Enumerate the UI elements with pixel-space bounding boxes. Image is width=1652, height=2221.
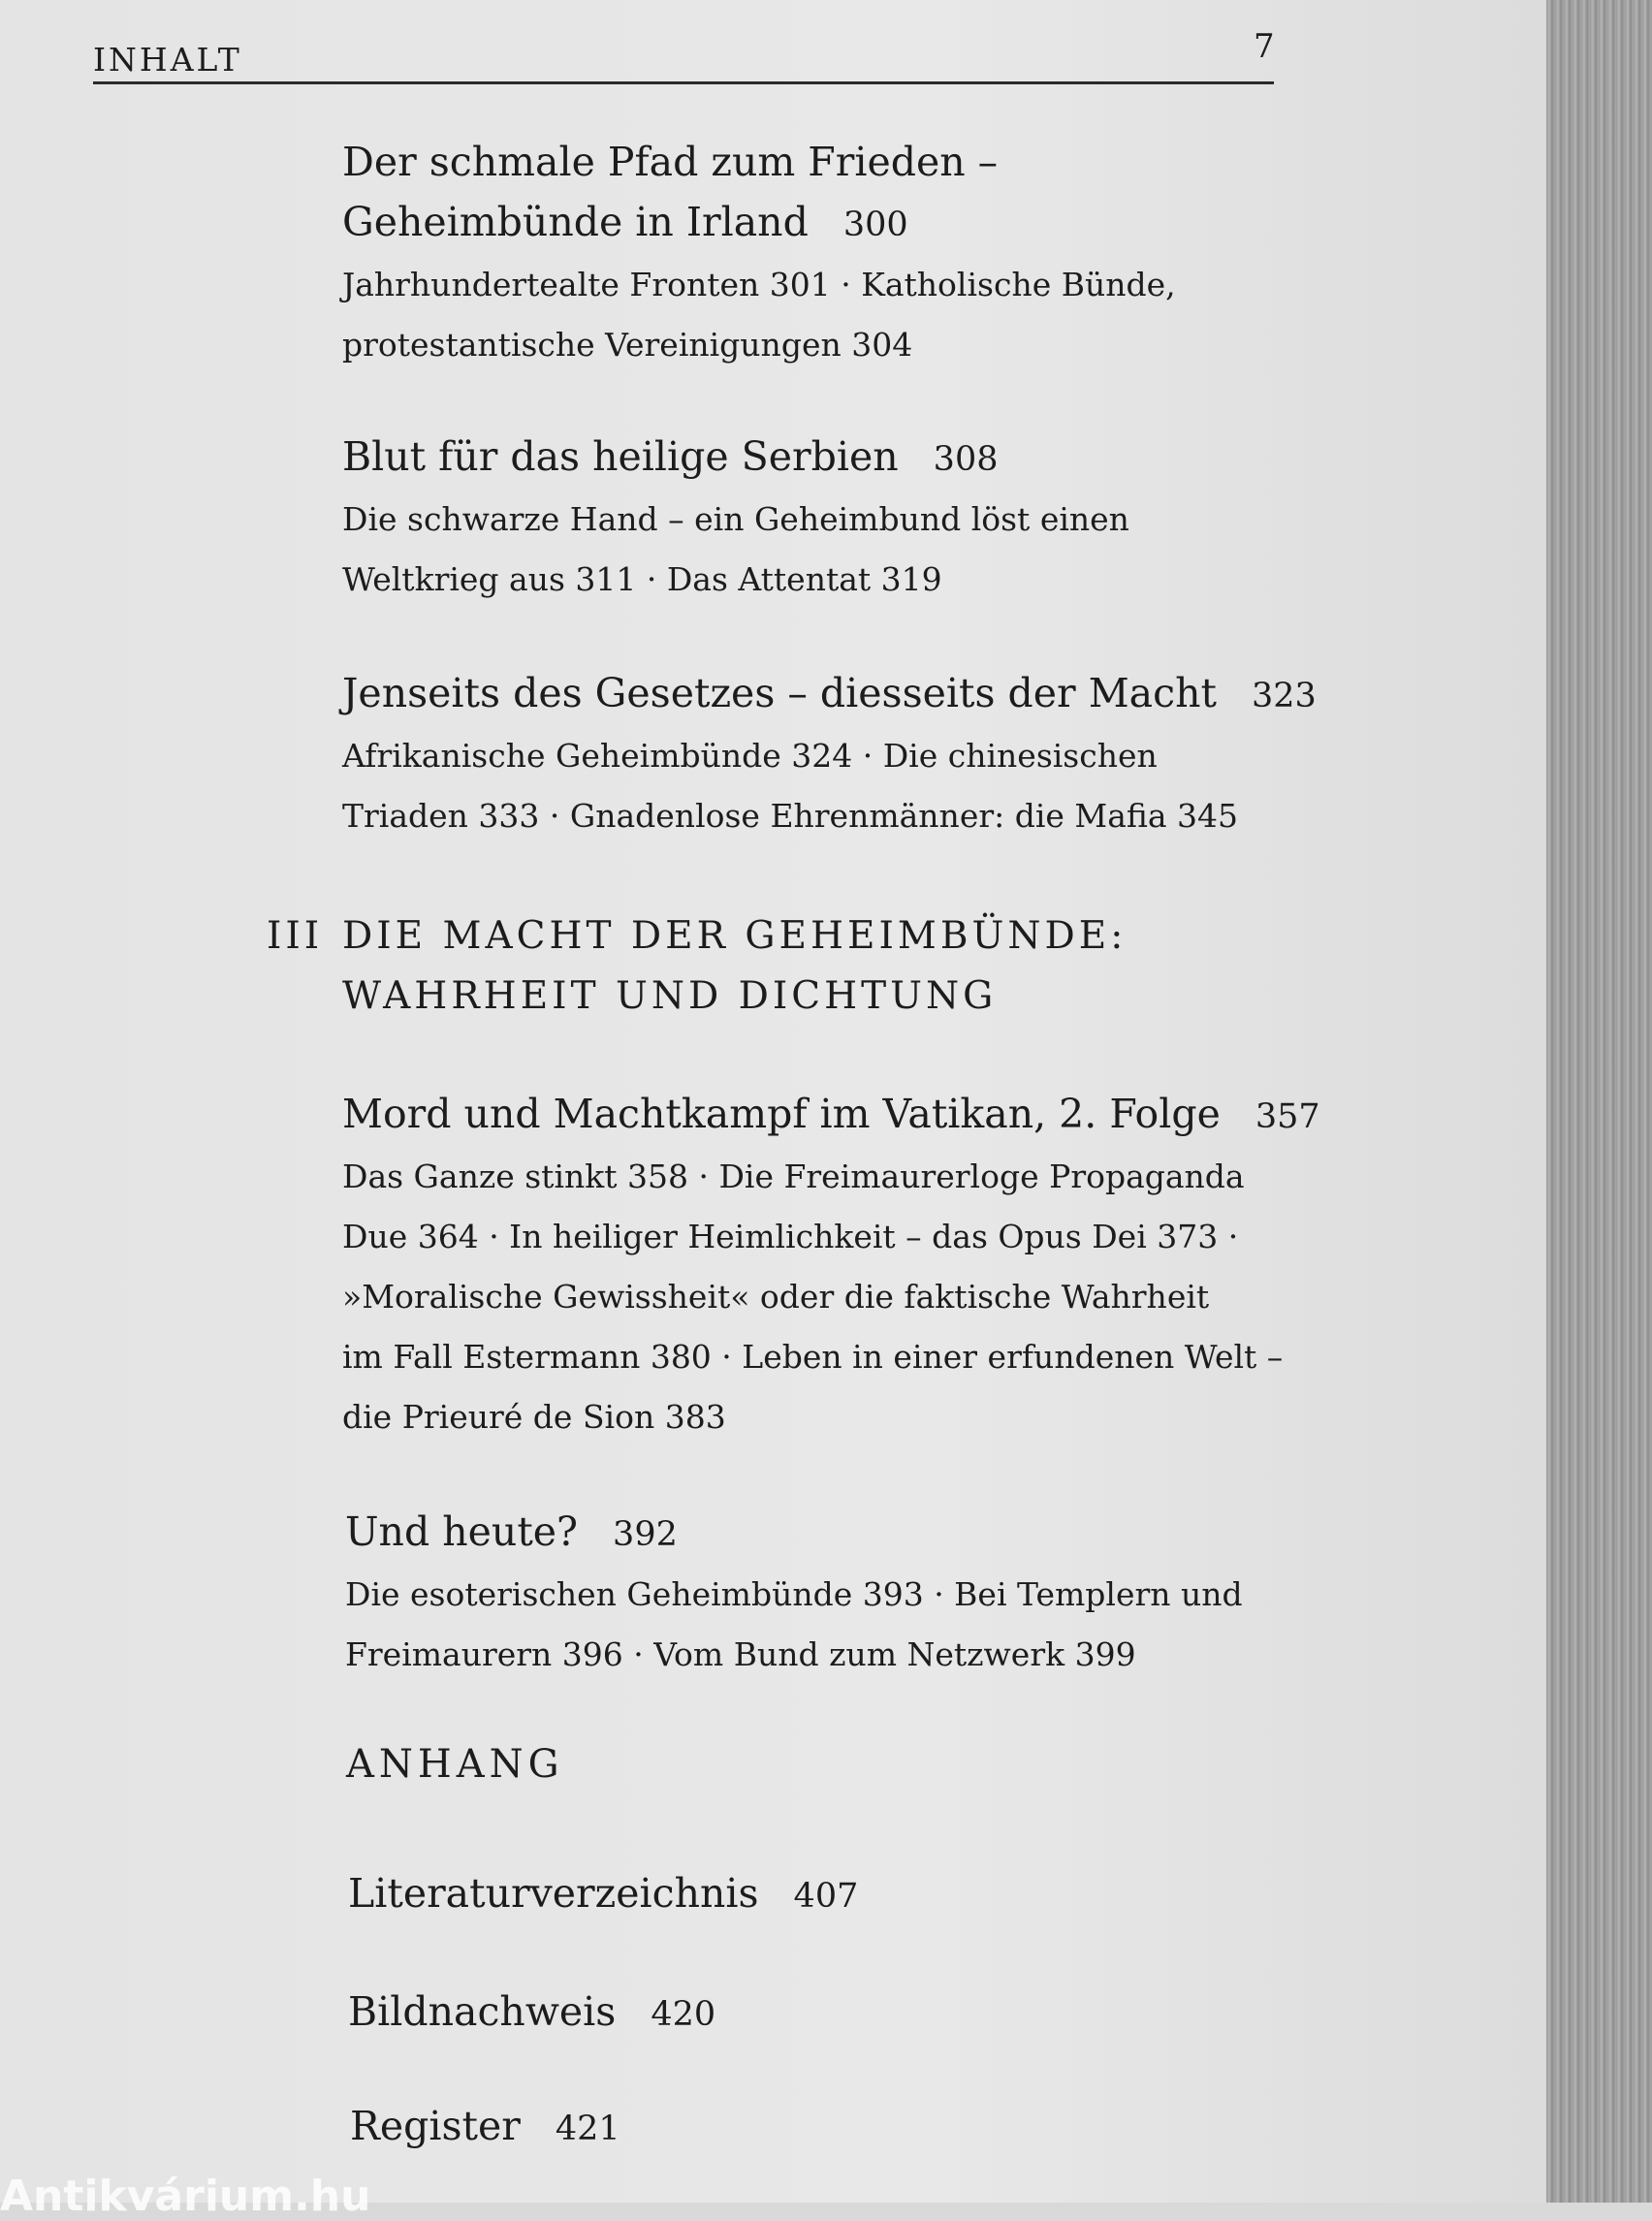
running-header-title: INHALT <box>93 41 242 79</box>
toc-entry-bildnachweis <box>348 1982 1279 2045</box>
toc-entry-heute <box>345 1502 1276 1685</box>
entry-page-number: 308 <box>933 440 999 479</box>
entry-subtopics-line: Die esoterischen Geheimbünde 393 · Bei Templern und <box>345 1575 1243 1613</box>
entry-title <box>342 427 1273 490</box>
header-rule <box>93 81 1274 84</box>
part-title-line1: DIE MACHT DER GEHEIMBÜNDE: <box>342 914 1128 958</box>
entry-subtopics-line: die Prieuré de Sion 383 <box>342 1398 726 1436</box>
entry-subtopics-line: Die schwarze Hand – ein Geheimbund löst einen <box>342 500 1129 538</box>
entry-title <box>342 1084 1320 1147</box>
entry-title-text: Bildnachweis <box>348 1988 617 2035</box>
entry-page-number: 357 <box>1255 1097 1320 1136</box>
page-number: 7 <box>1254 27 1275 66</box>
entry-page-number: 420 <box>651 1995 716 2034</box>
entry-title-text: Jenseits des Gesetzes – diesseits der Macht <box>342 670 1217 716</box>
entry-page-number: 392 <box>613 1515 678 1554</box>
entry-subtopics-line: »Moralische Gewissheit« oder die faktische Wahrheit <box>342 1278 1210 1316</box>
entry-title-text: Geheimbünde in Irland <box>342 199 809 245</box>
entry-page-number: 323 <box>1251 677 1317 715</box>
toc-entry-irland <box>342 132 1273 375</box>
entry-subtopics-line: Jahrhundertealte Fronten 301 · Katholische Bünde, <box>342 266 1176 303</box>
toc-entry-literatur <box>348 1863 1279 1926</box>
entry-title <box>345 1502 1276 1565</box>
entry-title <box>350 2096 1281 2159</box>
entry-subtopics-line: Afrikanische Geheimbünde 324 · Die chinesischen <box>342 737 1158 775</box>
entry-subtopics-line: Weltkrieg aus 311 · Das Attentat 319 <box>342 560 942 598</box>
entry-title <box>348 1863 1279 1926</box>
entry-title-line1: Der schmale Pfad zum Frieden – <box>342 139 999 185</box>
entry-title <box>342 663 1317 726</box>
toc-entry-gesetz <box>342 663 1317 846</box>
part-title-line2: WAHRHEIT UND DICHTUNG <box>342 974 998 1018</box>
entry-subtopics-line: protestantische Vereinigungen 304 <box>342 326 913 364</box>
entry-title-text: Register <box>350 2103 521 2149</box>
toc-entry-register <box>350 2096 1281 2159</box>
entry-page-number: 407 <box>793 1877 859 1916</box>
part-heading <box>267 906 1127 1027</box>
entry-title <box>348 1982 1279 2045</box>
toc-entry-vatikan <box>342 1084 1320 1447</box>
toc-entry-serbien <box>342 427 1273 610</box>
entry-page-number: 421 <box>555 2110 620 2148</box>
entry-subtopics-line: Freimaurern 396 · Vom Bund zum Netzwerk 399 <box>345 1635 1136 1673</box>
entry-title-text: Blut für das heilige Serbien <box>342 433 899 480</box>
entry-title-text: Literaturverzeichnis <box>348 1870 759 1917</box>
book-spine-edge <box>1546 0 1652 2203</box>
entry-subtopics-line: Due 364 · In heiliger Heimlichkeit – das Opus Dei 373 · <box>342 1218 1239 1255</box>
entry-title-text: Mord und Machtkampf im Vatikan, 2. Folge <box>342 1091 1221 1137</box>
entry-subtopics-line: Das Ganze stinkt 358 · Die Freimaurerloge Propaganda <box>342 1158 1245 1195</box>
appendix-heading: ANHANG <box>346 1742 564 1787</box>
entry-subtopics-line: Triaden 333 · Gnadenlose Ehrenmänner: die Mafia 345 <box>342 797 1239 835</box>
entry-subtopics-line: im Fall Estermann 380 · Leben in einer erfundenen Welt – <box>342 1338 1284 1376</box>
entry-title-text: Und heute? <box>345 1508 579 1555</box>
watermark: Antikvárium.hu <box>0 2172 371 2221</box>
entry-page-number: 300 <box>842 206 908 244</box>
entry-title <box>342 192 1273 255</box>
part-number: III <box>267 914 324 958</box>
